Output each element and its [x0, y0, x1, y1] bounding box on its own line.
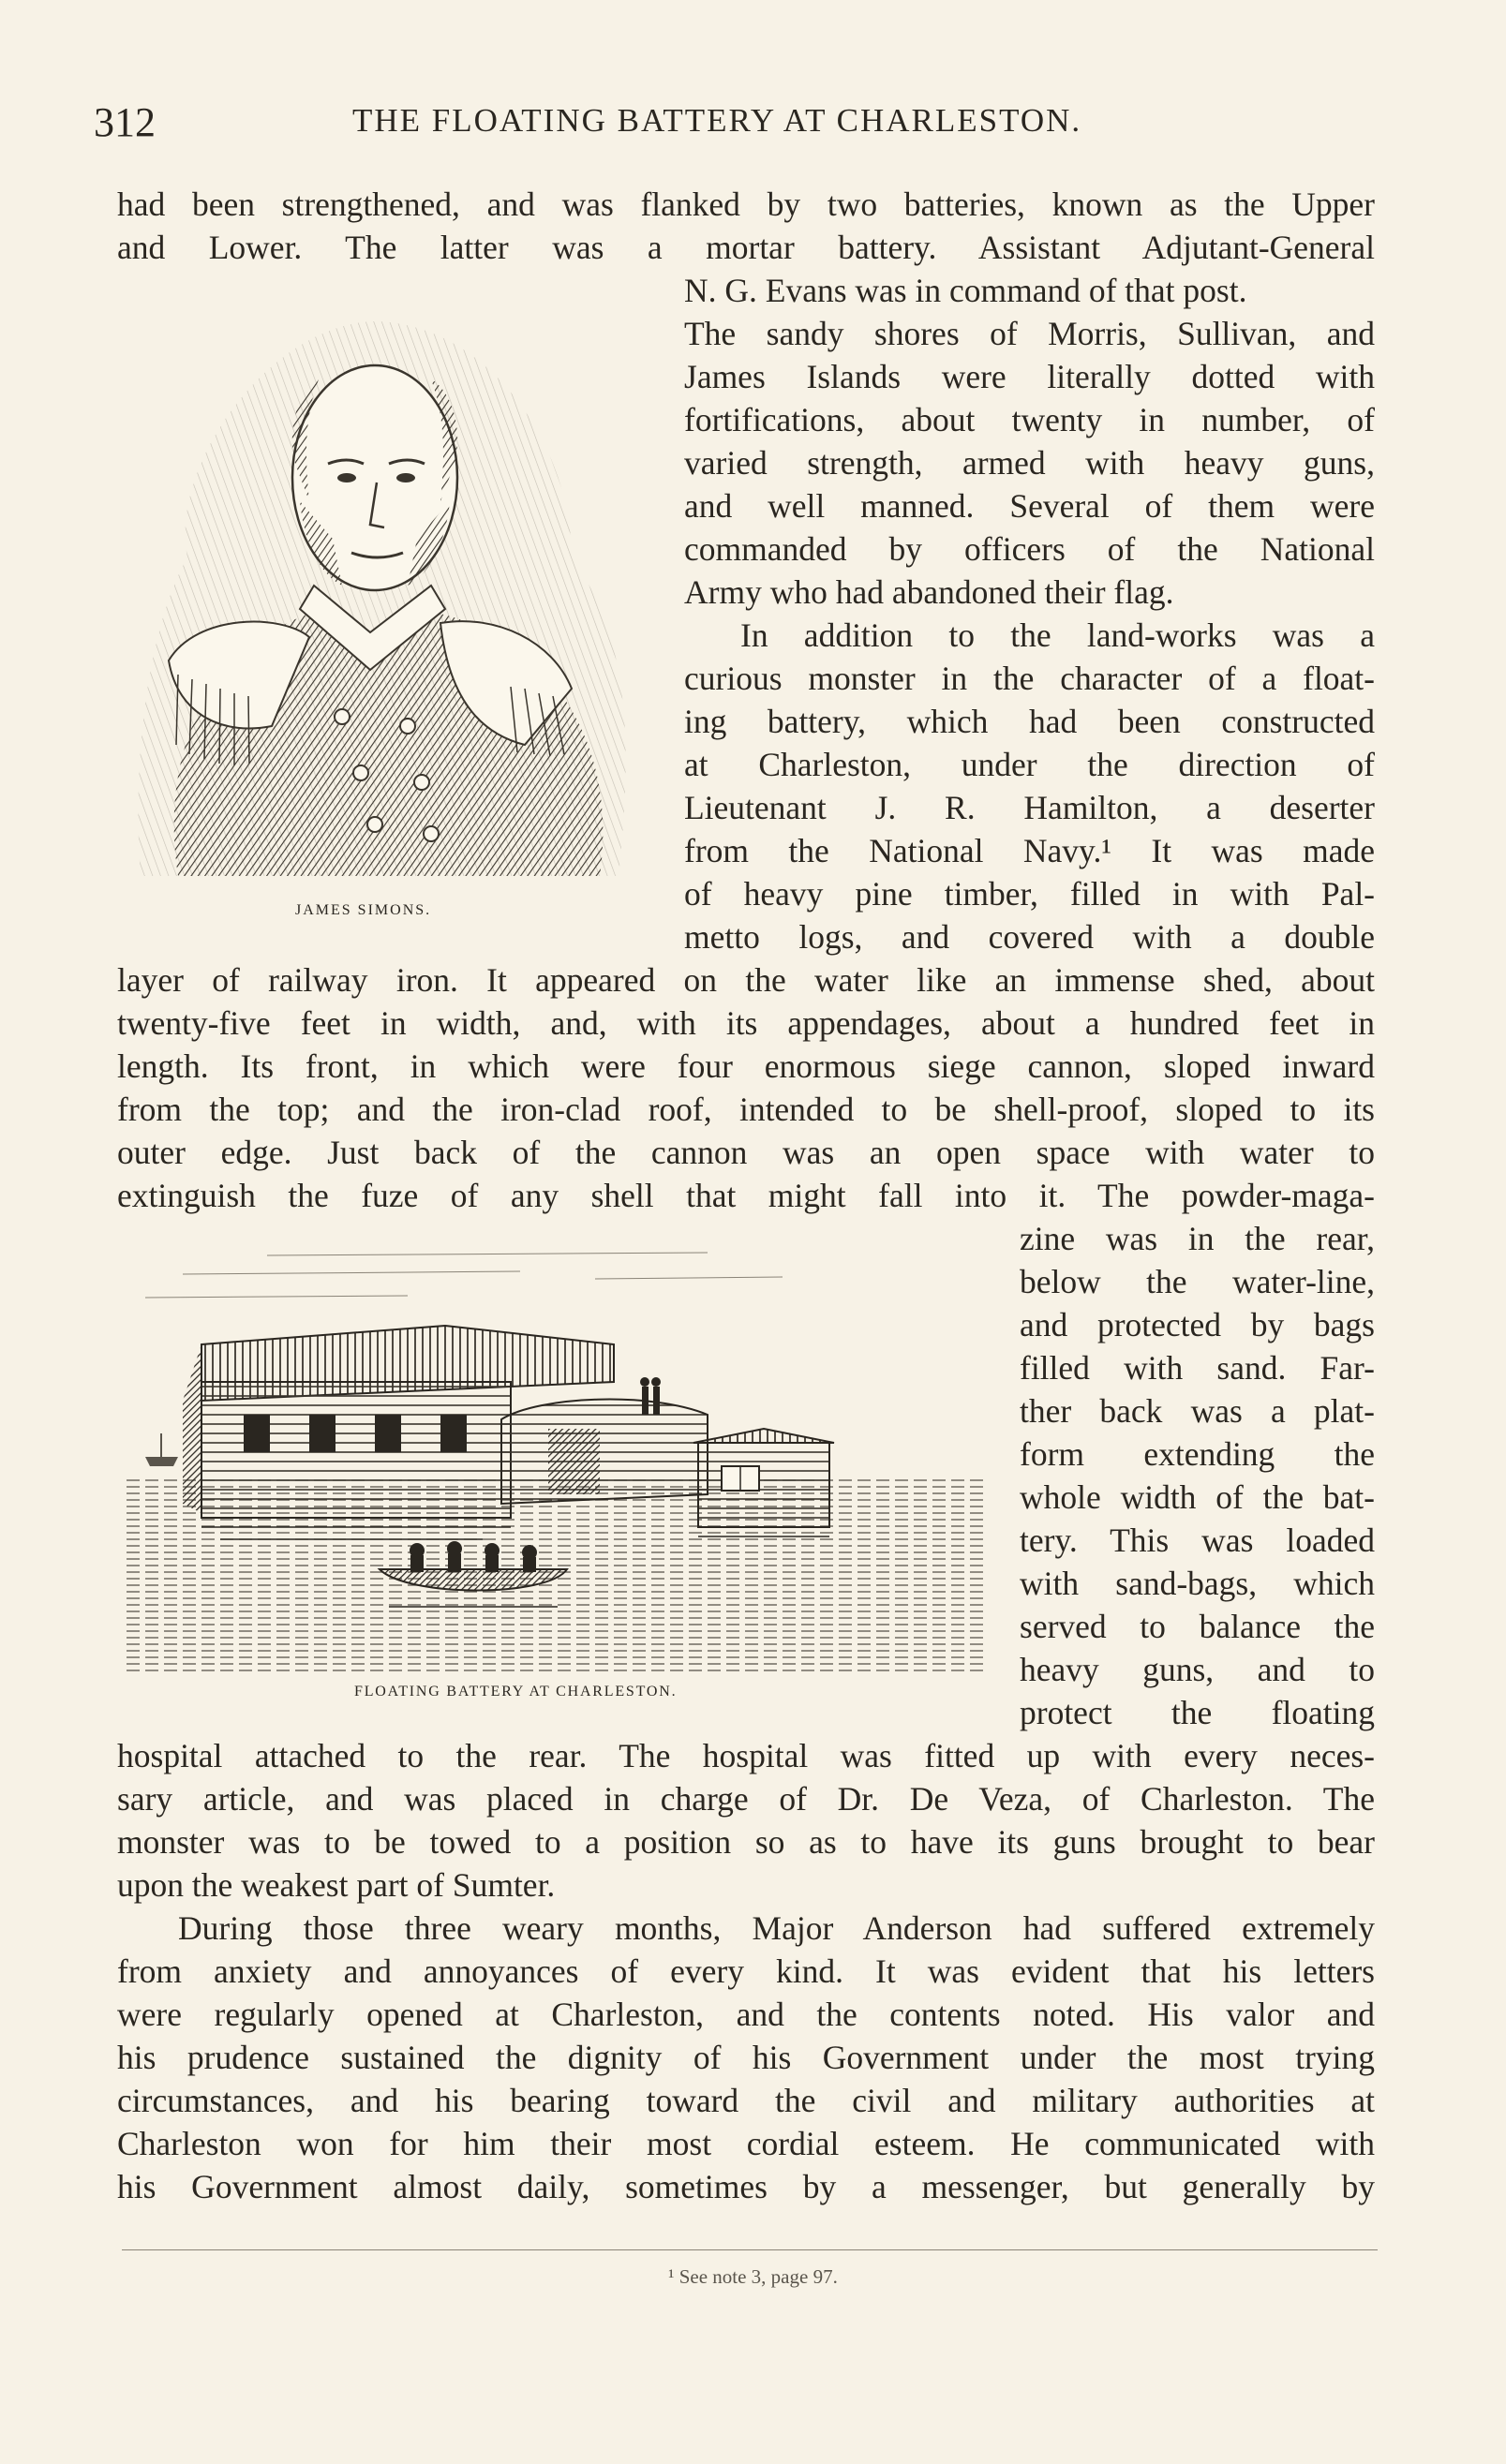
text-line: monster was to be towed to a position so as to have its guns brought to bear [117, 1823, 1375, 1861]
text-line: tery. This was loaded [1020, 1521, 1375, 1559]
text-line: metto logs, and covered with a double [684, 918, 1375, 956]
text-line: from the top; and the iron-clad roof, intended to be shell-proof, sloped to its [117, 1091, 1375, 1128]
text-line: circumstances, and his bearing toward the civil and military authorities at [117, 2082, 1375, 2119]
text-line: protect the floating [1020, 1694, 1375, 1731]
running-title: THE FLOATING BATTERY AT CHARLESTON. [352, 102, 1082, 139]
text-line: In addition to the land-works was a [740, 616, 1375, 654]
text-line: curious monster in the character of a float- [684, 660, 1375, 697]
text-line: and protected by bags [1020, 1306, 1375, 1343]
text-line: and Lower. The latter was a mortar battery. Assistant Adjutant-General [117, 229, 1375, 266]
text-line: James Islands were literally dotted with [684, 358, 1375, 395]
text-line: heavy guns, and to [1020, 1651, 1375, 1688]
text-line: whole width of the bat- [1020, 1478, 1375, 1516]
text-line: Army who had abandoned their flag. [684, 573, 1174, 611]
text-line: at Charleston, under the direction of [684, 746, 1375, 783]
text-line: N. G. Evans was in command of that post. [684, 272, 1247, 309]
text-line: with sand-bags, which [1020, 1565, 1375, 1602]
text-line: of heavy pine timber, filled in with Pal- [684, 875, 1375, 913]
text-line: and well manned. Several of them were [684, 487, 1375, 525]
text-line: his Government almost daily, sometimes by a messenger, but generally by [117, 2168, 1375, 2205]
text-line: filled with sand. Far- [1020, 1349, 1375, 1387]
text-line: commanded by officers of the National [684, 530, 1375, 568]
portrait-caption: JAMES SIMONS. [295, 902, 432, 918]
text-line: length. Its front, in which were four enormous siege cannon, sloped inward [117, 1047, 1375, 1085]
text-line: ther back was a plat- [1020, 1392, 1375, 1430]
text-line: layer of railway iron. It appeared on the water like an immense shed, about [117, 961, 1375, 999]
text-line: form extending the [1020, 1435, 1375, 1473]
text-line: served to balance the [1020, 1608, 1375, 1645]
page-number: 312 [94, 99, 156, 145]
text-line: Lieutenant J. R. Hamilton, a deserter [684, 789, 1375, 826]
floating-battery-illustration [127, 1241, 989, 1672]
battery-caption: FLOATING BATTERY AT CHARLESTON. [354, 1684, 678, 1700]
text-line: from anxiety and annoyances of every kind. It was evident that his letters [117, 1952, 1375, 1990]
text-line: zine was in the rear, [1020, 1220, 1375, 1257]
footnote-rule [122, 2249, 1378, 2250]
page-header [94, 98, 1406, 155]
text-line: hospital attached to the rear. The hospital was fitted up with every neces- [117, 1737, 1375, 1774]
text-line: During those three weary months, Major Anderson had suffered extremely [178, 1909, 1375, 1947]
footnote: ¹ See note 3, page 97. [668, 2265, 838, 2288]
text-line: upon the weakest part of Sumter. [117, 1866, 556, 1904]
text-line: were regularly opened at Charleston, and the contents noted. His valor and [117, 1996, 1375, 2033]
text-line: sary article, and was placed in charge of Dr. De Veza, of Charleston. The [117, 1780, 1375, 1818]
text-line: The sandy shores of Morris, Sullivan, and [684, 315, 1375, 352]
text-line: outer edge. Just back of the cannon was an open space with water to [117, 1134, 1375, 1171]
text-line: Charleston won for him their most cordial esteem. He communicated with [117, 2125, 1375, 2162]
text-line: his prudence sustained the dignity of his Government under the most trying [117, 2039, 1375, 2076]
text-line: from the National Navy.¹ It was made [684, 832, 1375, 869]
text-line: twenty-five feet in width, and, with its appendages, about a hundred feet in [117, 1004, 1375, 1042]
text-line: fortifications, about twenty in number, of [684, 401, 1375, 438]
text-line: extinguish the fuze of any shell that might fall into it. The powder-maga- [117, 1177, 1375, 1214]
text-line: below the water-line, [1020, 1263, 1375, 1300]
portrait-illustration [131, 314, 637, 881]
text-line: had been strengthened, and was flanked by two batteries, known as the Upper [117, 186, 1375, 223]
text-line: varied strength, armed with heavy guns, [684, 444, 1375, 482]
text-line: ing battery, which had been constructed [684, 703, 1375, 740]
